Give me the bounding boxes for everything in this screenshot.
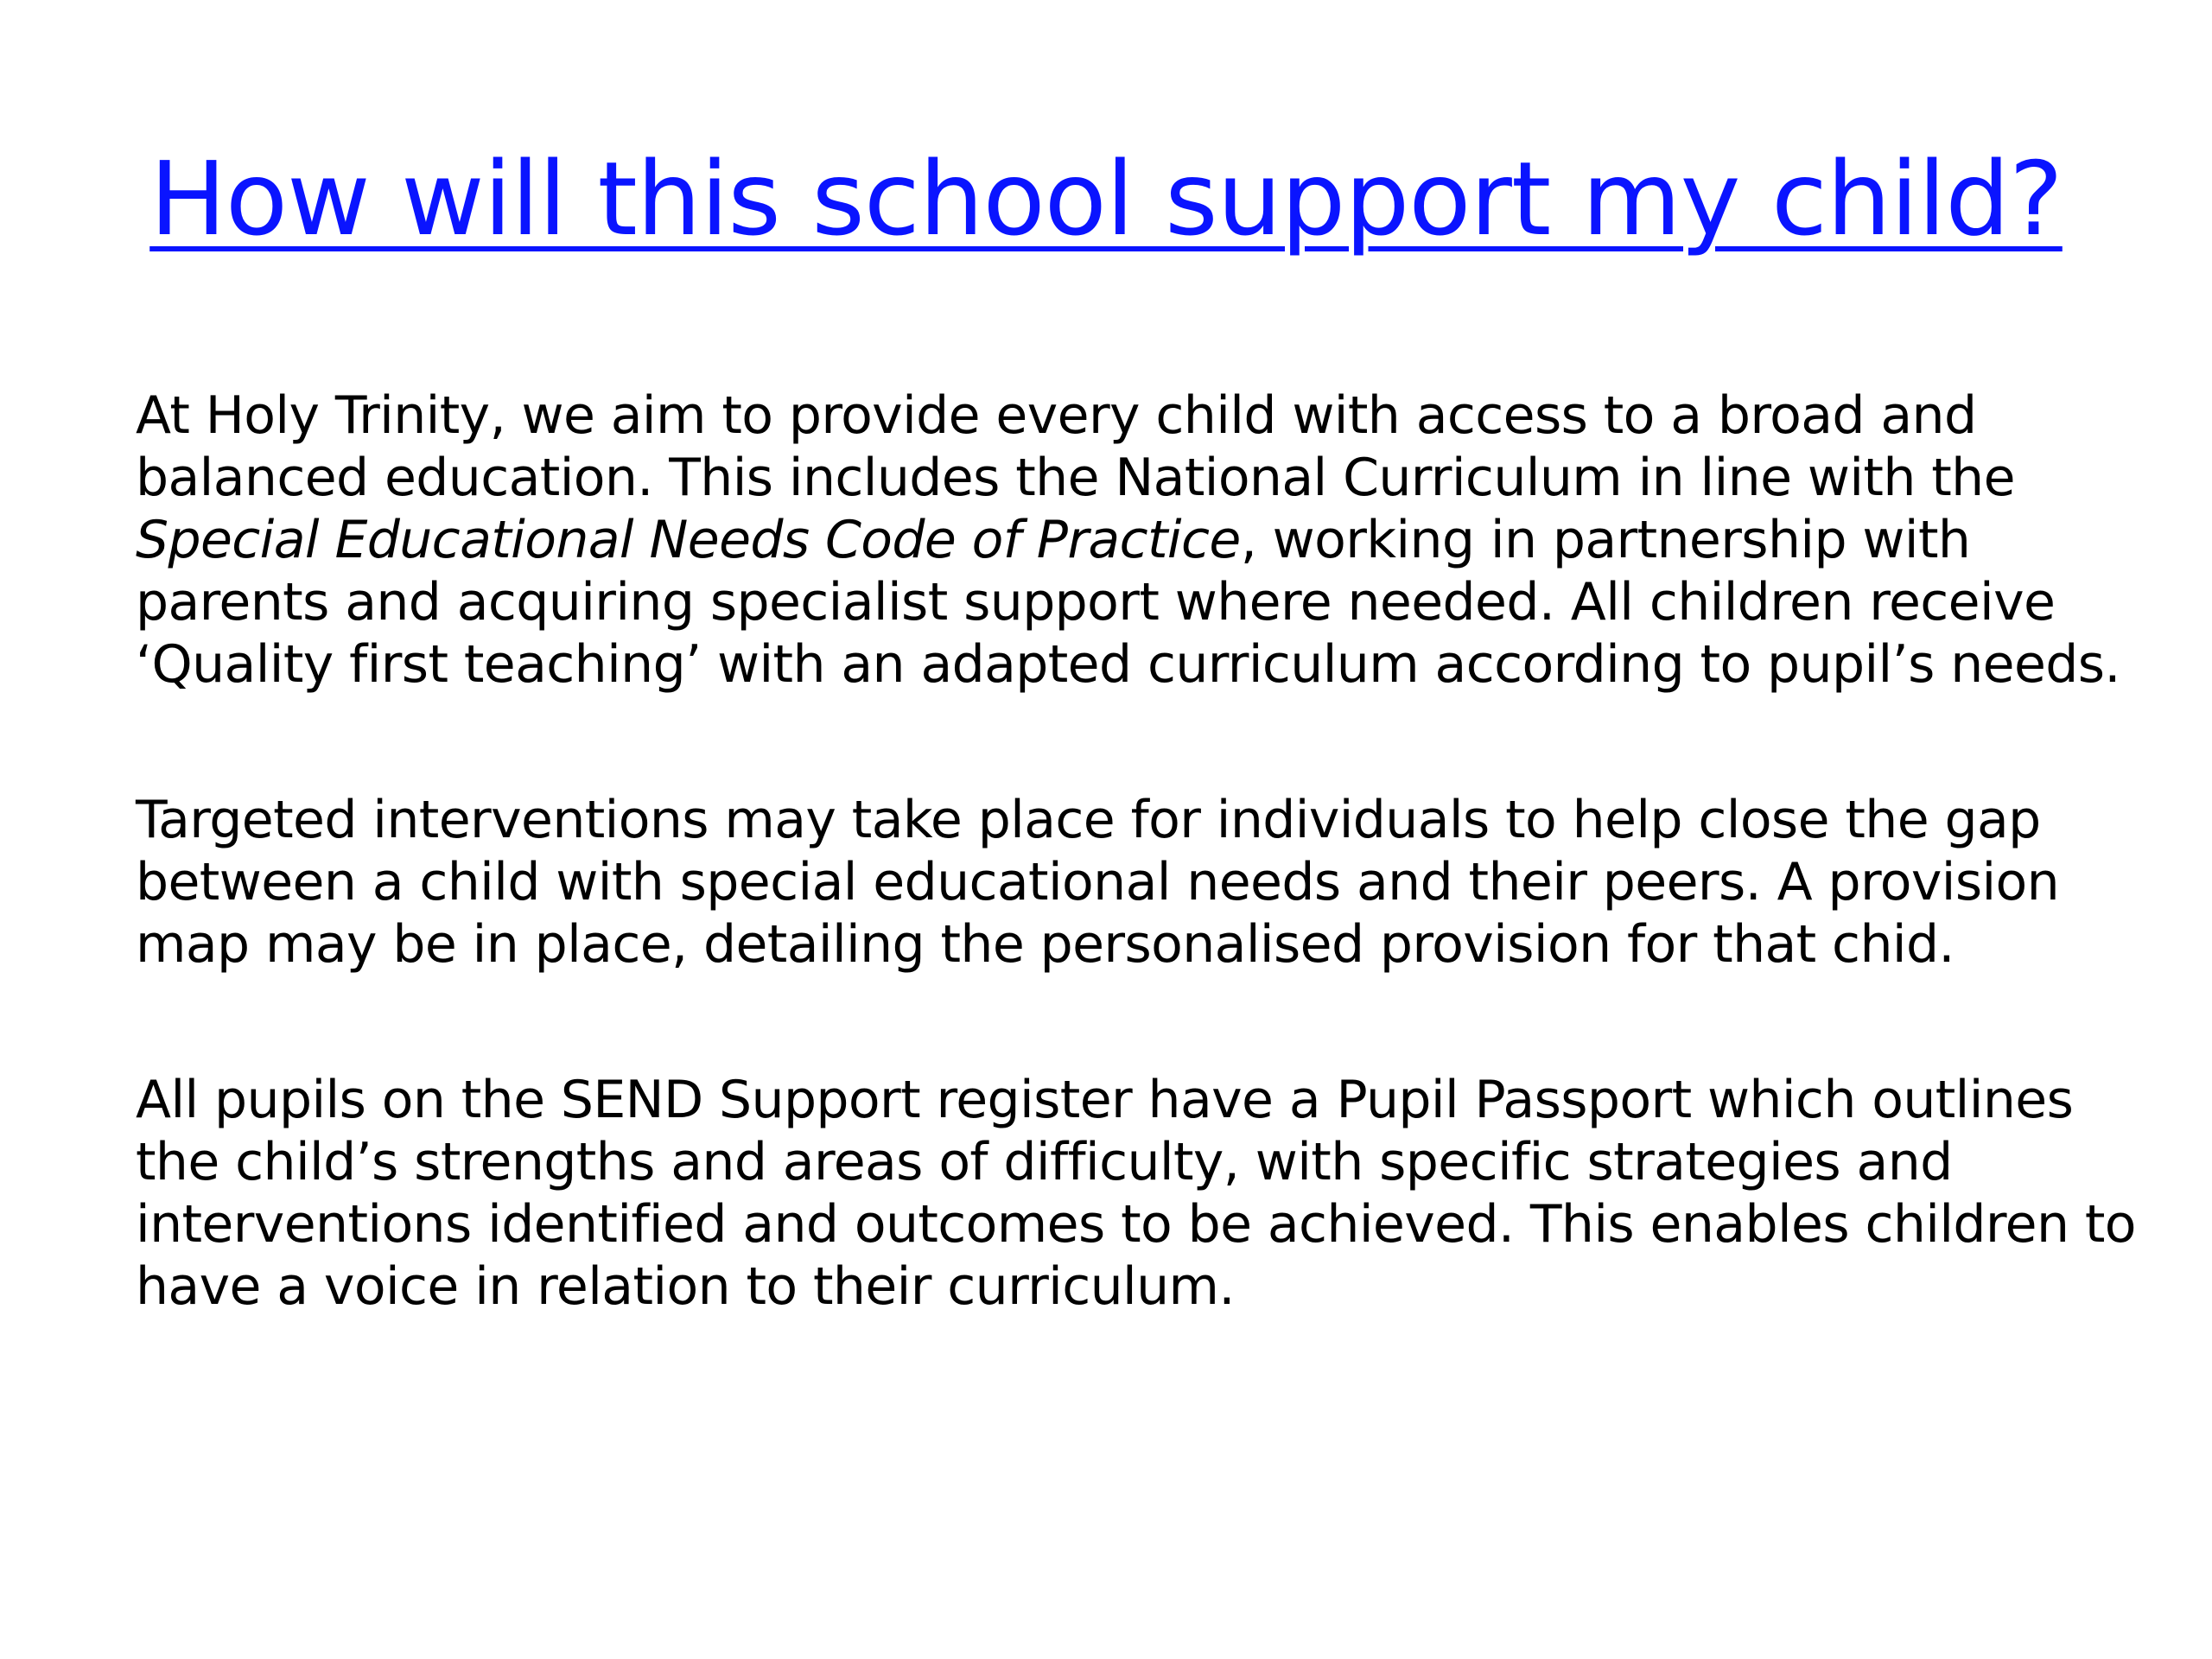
title-link[interactable]: How will this school support my child? xyxy=(149,139,2063,258)
paragraph-intro-text-start: At Holy Trinity, we aim to provide every child with access to a broad and balanced education. This includes the National Curriculum in line with the xyxy=(136,385,2015,508)
paragraph-intro xyxy=(136,385,2149,696)
slide-title xyxy=(0,134,2212,264)
paragraph-interventions: Targeted interventions may take place for individuals to help close the gap between a child with special educational needs and their peers. A provision map may be in place, detailing the personalised provision for that chid. xyxy=(136,790,2060,975)
code-of-practice-title: Special Educational Needs Code of Practice xyxy=(136,510,1241,570)
paragraph-pupil-passport: All pupils on the SEND Support register have a Pupil Passport which outlines the child’s strengths and areas of difficulty, with specific strategies and interventions identified and outcomes to be achieved. This enables children to have a voice in relation to their curriculum. xyxy=(136,1070,2136,1317)
slide-body xyxy=(136,385,2149,1411)
paragraph-intro-text-end: , working in partnership with parents and acquiring specialist support where needed. All children receive ‘Quality first teaching’ with an adapted curriculum according to pupil’s needs. xyxy=(136,510,2120,695)
